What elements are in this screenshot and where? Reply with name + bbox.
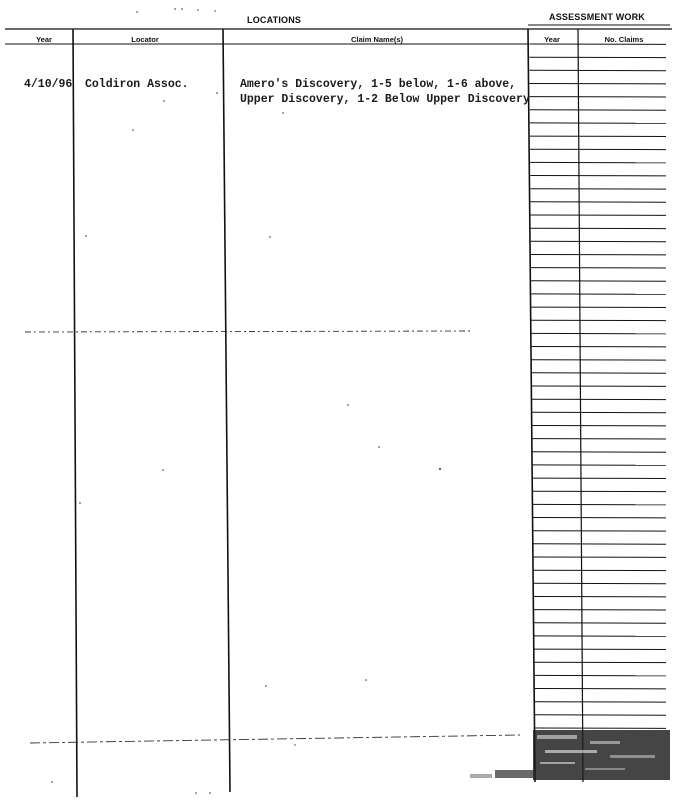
year-column-header: Year (36, 35, 52, 44)
scan-noise-artifact (470, 730, 670, 780)
column-divider-locator-claims (223, 29, 230, 792)
column-divider-year-locator (73, 29, 77, 797)
entry-locator: Coldiron Assoc. (85, 78, 189, 91)
assessment-work-section-title: ASSESSMENT WORK (549, 12, 646, 22)
locator-column-header: Locator (131, 35, 159, 44)
entry-claim-names-line-2: Upper Discovery, 1-2 Below Upper Discovery (240, 93, 530, 106)
assessment-work-rows (529, 44, 666, 728)
assessment-year-column-header: Year (544, 35, 560, 44)
column-divider-claims-assessment (528, 29, 535, 782)
no-claims-column-header: No. Claims (604, 35, 644, 44)
paper-specks (51, 8, 441, 794)
locations-section-title: LOCATIONS (247, 15, 302, 25)
entry-claim-names-line-1: Amero's Discovery, 1-5 below, 1-6 above, (240, 78, 517, 91)
column-divider-assessment-year-count (578, 29, 583, 782)
claim-names-column-header: Claim Name(s) (350, 35, 404, 44)
entry-date: 4/10/96 (24, 78, 73, 91)
